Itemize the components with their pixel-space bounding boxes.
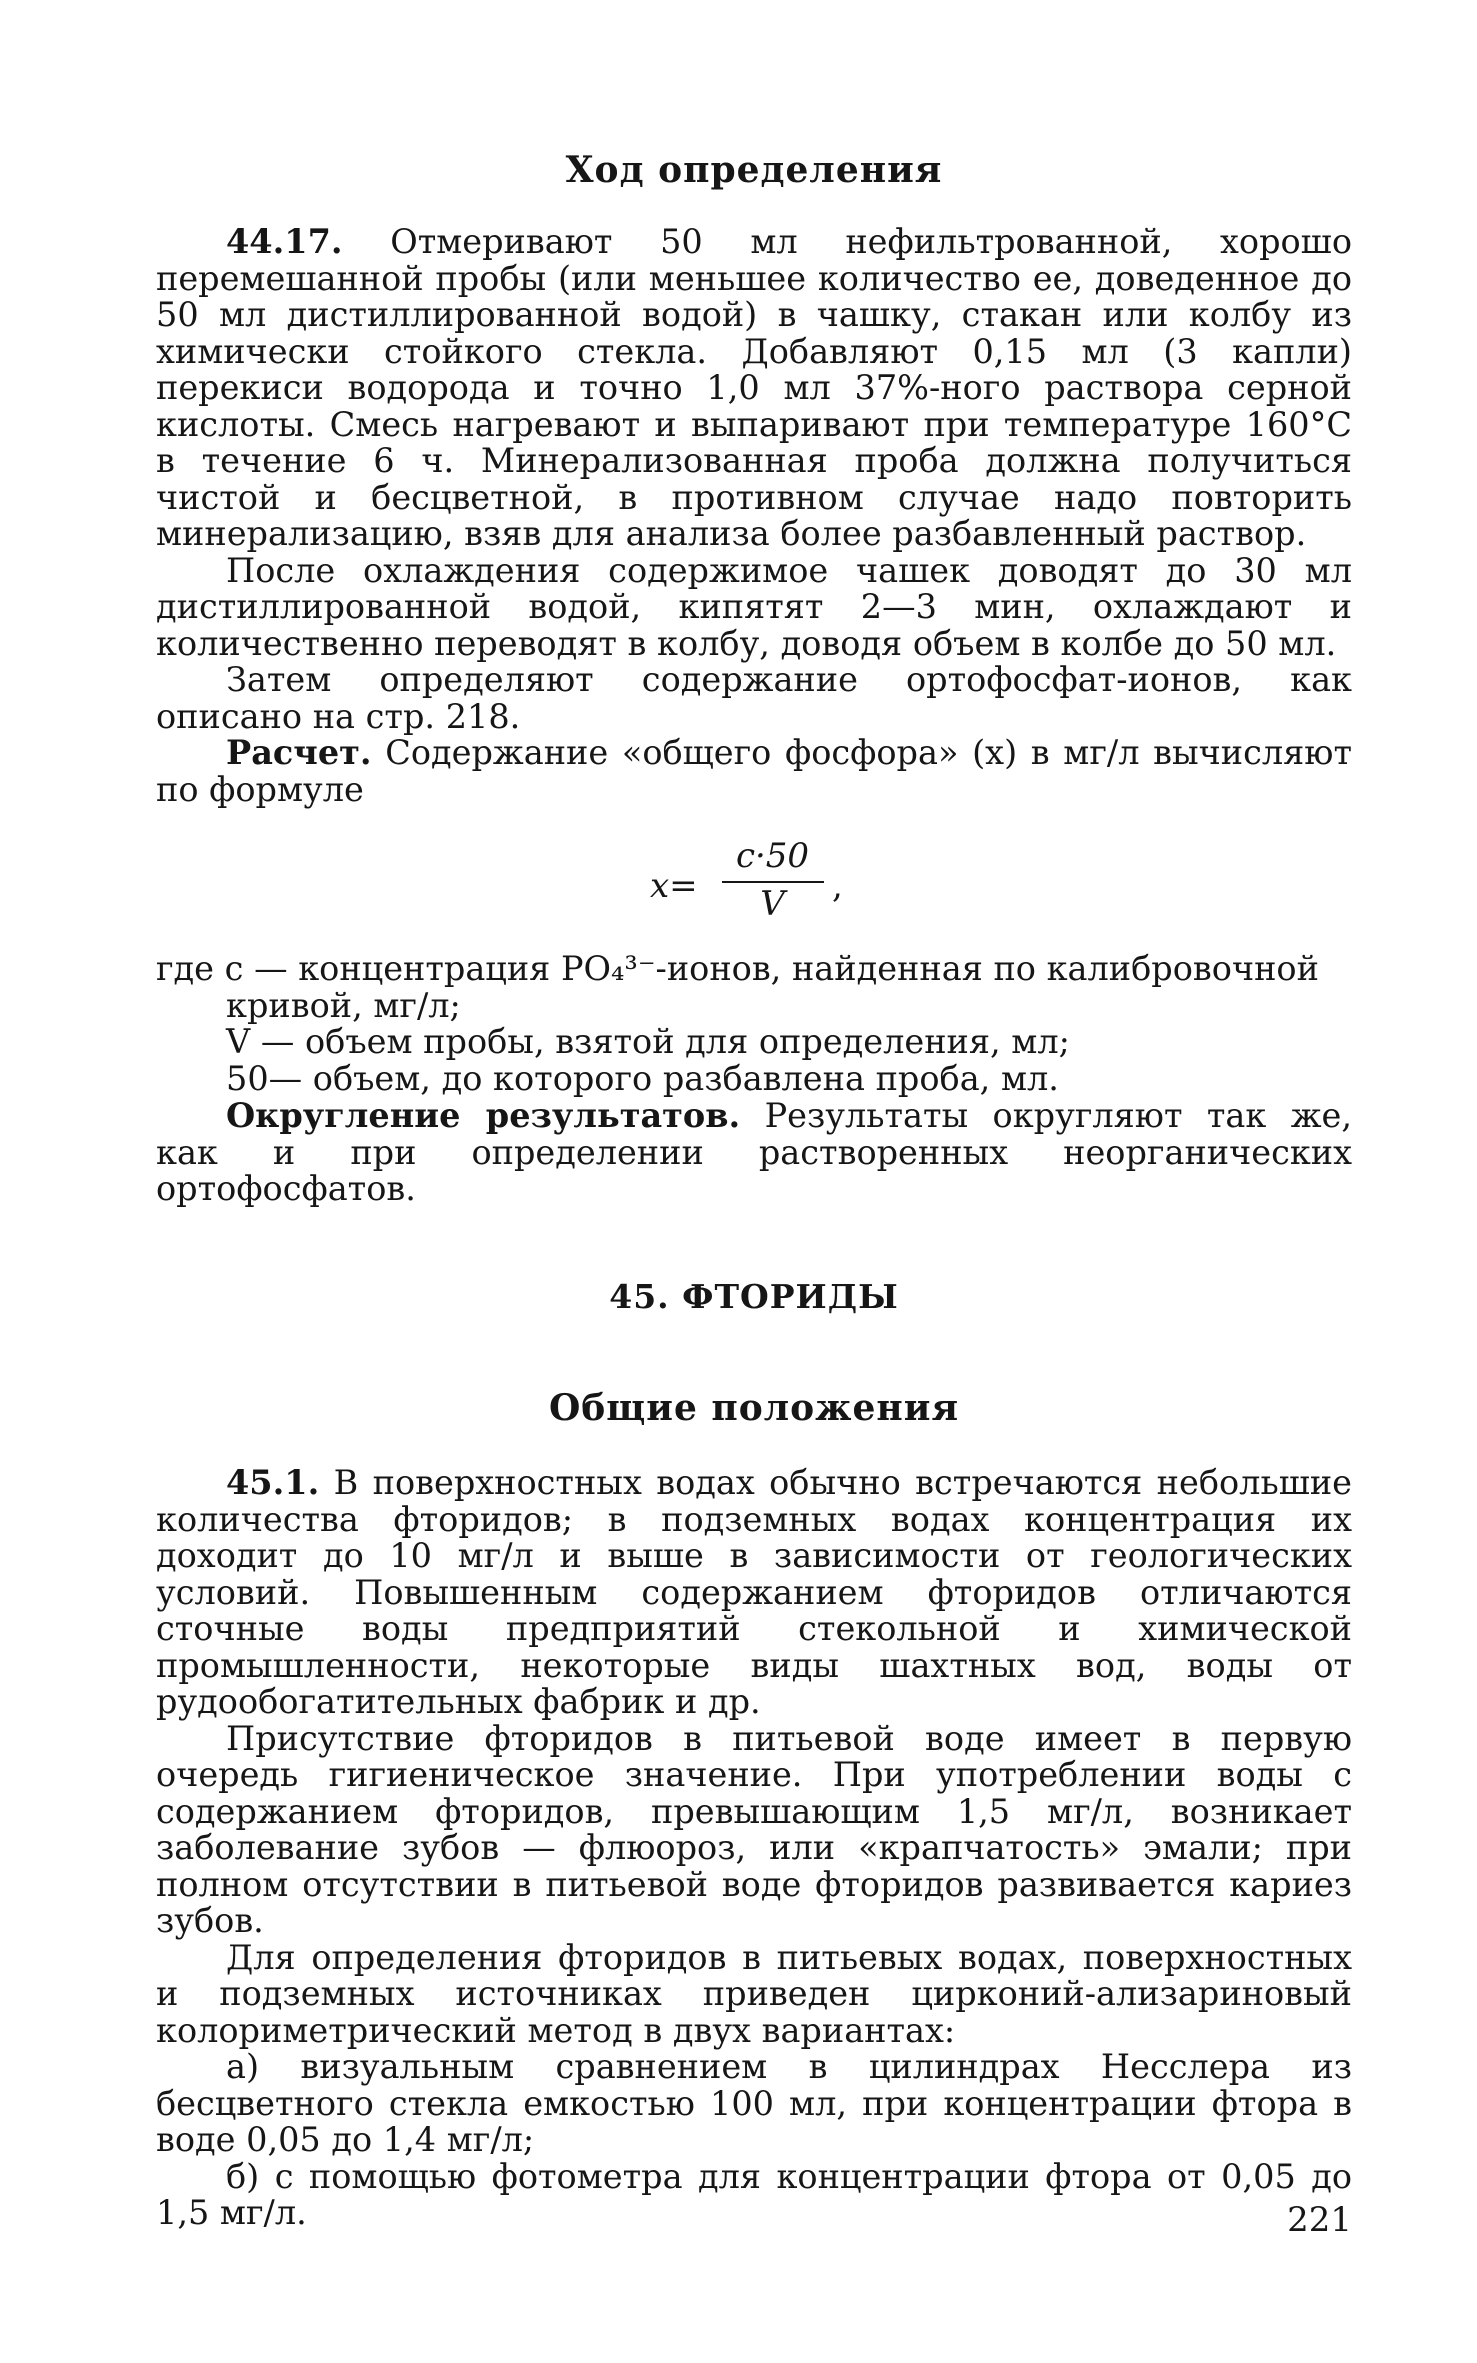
formula-denominator: V	[760, 884, 785, 924]
clause-text: Отмеривают 50 мл нефильтрованной, хорошо перемешанной пробы (или меньшее количество ее, доведенное до 50 мл дистиллированной водой) в чашку, стакан или колбу из химически стойкого стекла. Добавляют 0,15 мл (3 капли) перекиси водорода и точно 1,0 мл 37%-ного раствора серной кислоты. Смесь нагревают и выпаривают при температуре 160°С в течение 6 ч. Минерализованная проба должна получиться чистой и бесцветной, в противном случае надо повторить минерализацию, взяв для анализа более разбавленный раствор.	[156, 222, 1352, 553]
paragraph-orthophosphate: Затем определяют содержание ортофосфат-ионов, как описано на стр. 218.	[156, 660, 1352, 736]
heading-procedure: Ход определения	[565, 149, 943, 191]
paragraph-fluoride-presence: Присутствие фторидов в питьевой воде имеет в первую очередь гигиеническое значение. При употреблении воды с содержанием фторидов, превышающим 1,5 мг/л, возникает заболевание зубов — флюороз, или «крапчатость» эмали; при полном отсутствии в питьевой воде фторидов развивается кариез зубов.	[156, 1718, 1352, 1940]
rounding-body: Результаты округляют так же, как и при определении растворенных неорганических ортофосфатов.	[156, 1096, 1352, 1208]
page-number: 221	[1287, 2200, 1352, 2240]
clause-45-1-text: В поверхностных водах обычно встречаются небольшие количества фторидов; в подземных водах концентрация их доходит до 10 мг/л и выше в зависимости от геологических условий. Повышенным содержанием фторидов отличаются сточные воды предприятий стекольной и химической промышленности, некоторые виды шахтных вод, воды от рудообогатительных фабрик и др.	[156, 1463, 1352, 1721]
rounding-text	[156, 1098, 1352, 1208]
paragraph-44-17	[156, 224, 1352, 553]
clause-number: 44.17.	[226, 222, 343, 261]
legend-50: 50— объем, до которого разбавлена проба, мл.	[226, 1058, 1059, 1098]
list-item-b: б) с помощью фотометра для концентрации фтора от 0,05 до 1,5 мг/л.	[156, 2156, 1352, 2232]
paragraph-rounding	[156, 1098, 1352, 1208]
formula	[650, 836, 910, 922]
section-title: 45. ФТОРИДЫ	[609, 1277, 899, 1316]
clause-number-45-1: 45.1.	[226, 1463, 320, 1502]
rounding-label: Округление результатов.	[226, 1096, 741, 1135]
legend-c-line2: кривой, мг/л;	[226, 985, 461, 1025]
legend-c	[156, 951, 1352, 988]
paragraph-methods: Для определения фторидов в питьевых водах, поверхностных и подземных источниках приведен цирконий-ализариновый колориметрический метод в двух вариантах:	[156, 1937, 1352, 2050]
general-heading-block	[156, 1388, 1352, 1428]
list-item-a: а) визуальным сравнением в цилиндрах Несслера из бесцветного стекла емкостью 100 мл, при концентрации фтора в воде 0,05 до 1,4 мг/л;	[156, 2047, 1352, 2159]
legend-v: V — объем пробы, взятой для определения, мл;	[226, 1022, 1070, 1061]
paragraph-45-1	[156, 1465, 1352, 1721]
fraction-bar	[722, 881, 824, 883]
formula-comma: ,	[832, 866, 843, 906]
calculation-label: Расчет.	[226, 733, 372, 772]
formula-numerator: c·50	[735, 836, 810, 876]
legend-c-line1: c — концентрация PO₄³⁻-ионов, найденная по калибровочной	[224, 949, 1319, 988]
general-text	[156, 1465, 1352, 2232]
heading-block	[156, 150, 1352, 190]
procedure-text	[156, 224, 1352, 808]
formula-legend	[156, 951, 1352, 1097]
calculation-text: Содержание «общего фосфора» (x) в мг/л вычисляют по формуле	[156, 733, 1352, 809]
heading-general: Общие положения	[548, 1387, 960, 1429]
section-title-block	[156, 1278, 1352, 1316]
formula-lhs: x=	[650, 866, 698, 906]
paragraph-cooling: После охлаждения содержимое чашек доводят до 30 мл дистиллированной водой, кипятят 2—3 мин, охлаждают и количественно переводят в колбу, доводя объем в колбе до 50 мл.	[156, 550, 1352, 663]
paragraph-calculation	[156, 735, 1352, 808]
legend-where: где	[156, 949, 215, 988]
